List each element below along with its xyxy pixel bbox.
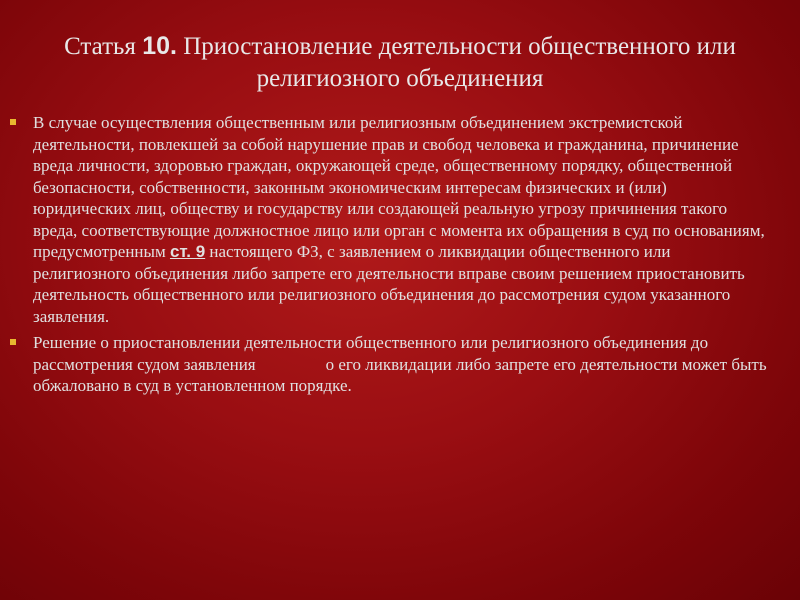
bullet-item-1	[8, 112, 768, 327]
title-rest: Приостановление деятельности общественного или религиозного объединения	[183, 33, 736, 92]
slide-content	[8, 112, 768, 402]
title-number: 10.	[142, 32, 177, 60]
bullet-2-text-after: о его ликвидации либо запрете его деятельности может быть обжаловано в суд в установленном порядке.	[33, 354, 767, 395]
bullet-marker-icon	[10, 119, 16, 125]
title-prefix: Статья	[64, 33, 136, 60]
bullet-1-text-before: В случае осуществления общественным или религиозным объединением экстремистской деятельности, повлекшей за собой нарушение прав и свобод человека и гражданина, причинение вреда личности, здоровью граждан, окружающей среде, общественному порядку, общественной безопасности, собственности, законным экономическим интересам физических и (или) юридических лиц, обществу и государству или создающей реальную угрозу причинения такого вреда, соответствующие должностное лицо или орган с момента их обращения в суд по основаниям, предусмотренным	[33, 113, 765, 261]
bullet-item-2	[8, 332, 768, 397]
bullet-2-text-before: Решение о приостановлении деятельности общественного или религиозного объединения до рассмотрения судом заявления	[33, 333, 709, 374]
slide-title	[20, 30, 780, 95]
bullet-1-text-after: настоящего ФЗ, с заявлением о ликвидации общественного или религиозного объединения либо запрете его деятельности вправе своим решением приостановить деятельность общественного или религиозного объединения до рассмотрения судом указанного заявления.	[33, 242, 745, 326]
article-9-link[interactable]: ст. 9	[169, 242, 206, 261]
bullet-marker-icon	[10, 339, 16, 345]
